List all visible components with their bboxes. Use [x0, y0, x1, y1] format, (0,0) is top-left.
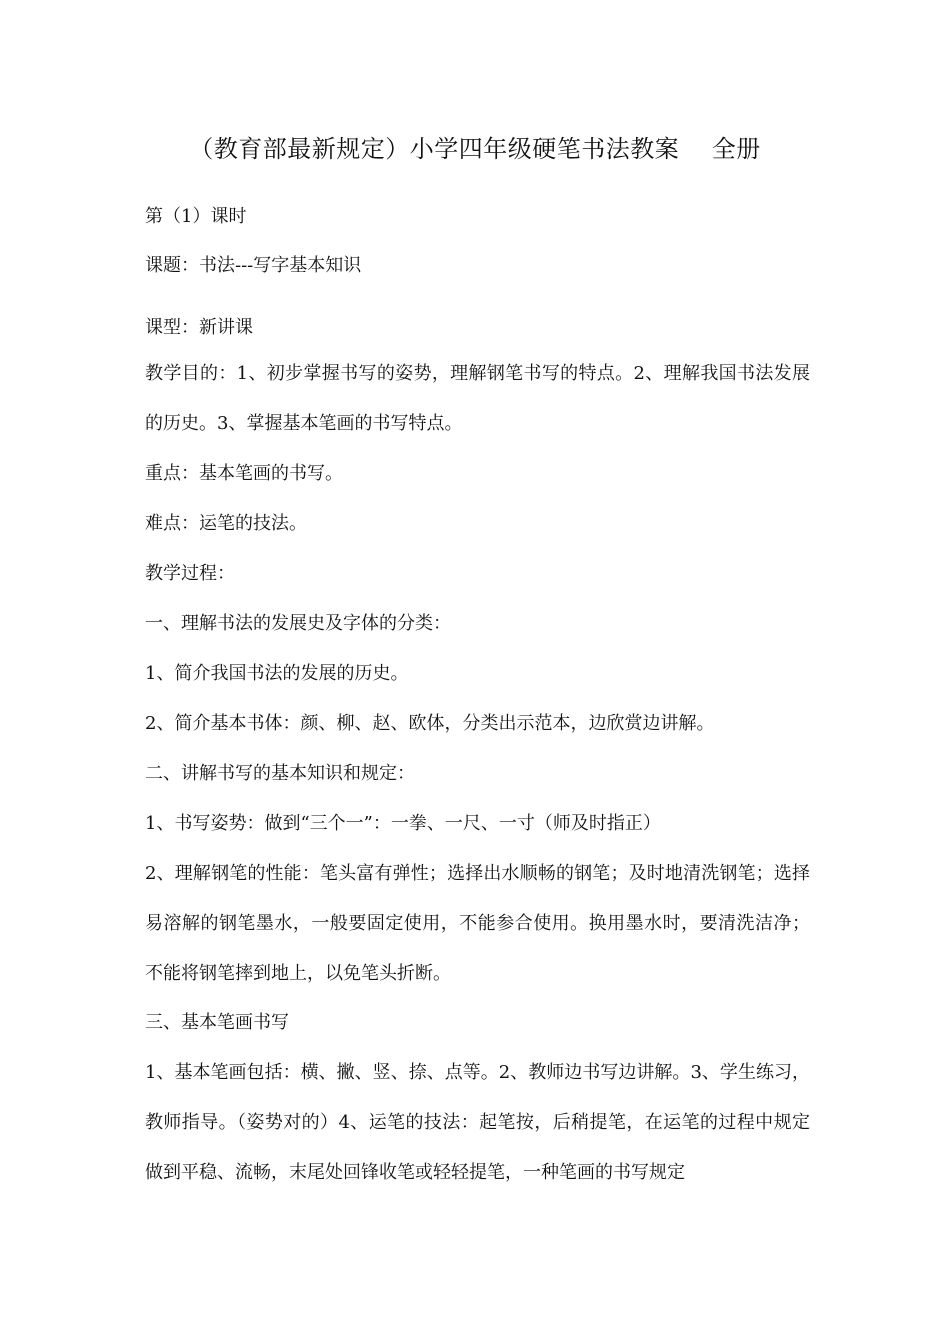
lesson-topic: 课题：书法---写字基本知识: [145, 255, 362, 276]
section-one-item-1: 1、简介我国书法的发展的历史。: [145, 663, 409, 684]
lesson-number: 第（1）课时: [145, 206, 247, 227]
section-one-heading: 一、理解书法的发展史及字体的分类：: [145, 613, 451, 634]
section-two-heading: 二、讲解书写的基本知识和规定：: [145, 763, 415, 784]
process-heading: 教学过程：: [145, 563, 235, 584]
section-two-item-2: 2、理解钢笔的性能：笔头富有弹性；选择出水顺畅的钢笔；及时地清洗钢笔；选择易溶解的钢笔墨水，一般要固定使用，不能参合使用。换用墨水时，要清洗洁净；不能将钢笔摔到地上，以免笔头折断。: [145, 863, 810, 984]
lesson-type: 课型：新讲课: [145, 317, 253, 338]
section-two-item-1: 1、书写姿势：做到“三个一”：一拳、一尺、一寸（师及时指正）: [145, 813, 661, 834]
section-three-heading: 三、基本笔画书写: [145, 1012, 289, 1033]
section-one-item-2: 2、简介基本书体：颜、柳、赵、欧体，分类出示范本，边欣赏边讲解。: [145, 713, 715, 734]
document-title: （教育部最新规定）小学四年级硬笔书法教案 全册: [189, 135, 761, 163]
key-point: 重点：基本笔画的书写。: [145, 463, 343, 484]
teaching-objectives: 教学目的：1、初步掌握书写的姿势，理解钢笔书写的特点。2、理解我国书法发展的历史。3、掌握基本笔画的书写特点。: [145, 363, 810, 434]
difficulty: 难点：运笔的技法。: [145, 513, 307, 534]
section-three-item-1: 1、基本笔画包括：横、撇、竖、捺、点等。2、教师边书写边讲解。3、学生练习，教师指导。（姿势对的）4、运笔的技法：起笔按，后稍提笔，在运笔的过程中规定做到平稳、流畅，末尾处回锋收笔或轻轻提笔，一种笔画的书写规定: [145, 1062, 810, 1183]
